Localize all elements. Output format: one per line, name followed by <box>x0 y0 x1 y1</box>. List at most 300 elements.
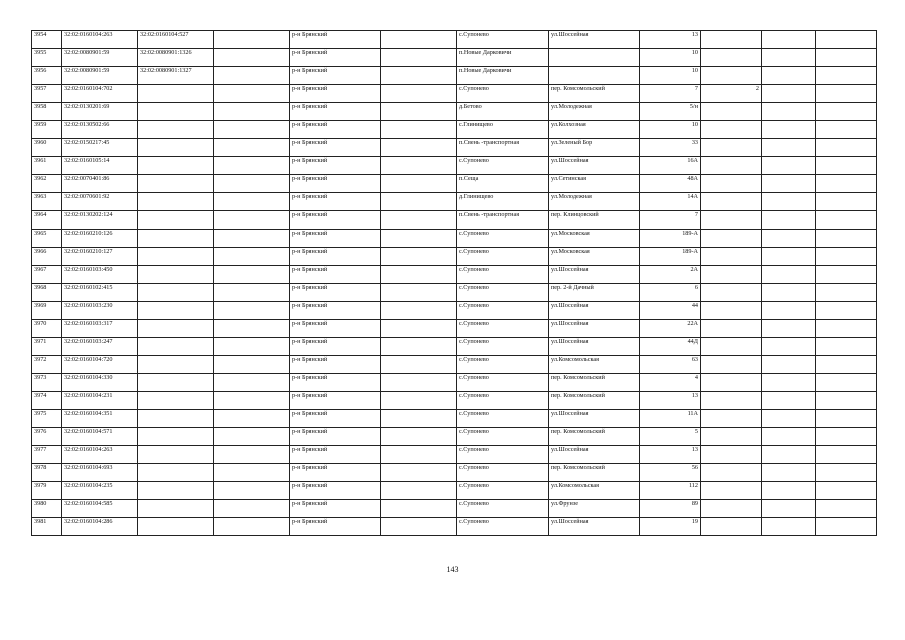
cell-extra-2 <box>381 85 457 103</box>
cell-extra-2 <box>381 103 457 121</box>
cell-extra-4 <box>816 103 877 121</box>
cell-settlement: п.Сеща <box>457 175 549 193</box>
cell-building <box>701 428 762 446</box>
cell-extra-3 <box>762 85 816 103</box>
cell-settlement: с.Супонево <box>457 319 549 337</box>
cell-cadastral-number-2 <box>138 500 214 518</box>
cell-house: 56 <box>640 464 701 482</box>
cell-building <box>701 229 762 247</box>
cell-house: 22А <box>640 319 701 337</box>
cell-cadastral-number-2: 32:02:0080901:1327 <box>138 67 214 85</box>
cell-extra-1 <box>214 518 290 536</box>
cell-settlement: с.Супонево <box>457 247 549 265</box>
cell-extra-2 <box>381 446 457 464</box>
cell-row-number: 3968 <box>32 283 62 301</box>
cell-extra-4 <box>816 337 877 355</box>
cell-district: р-н Брянский <box>290 337 381 355</box>
cell-extra-3 <box>762 355 816 373</box>
cell-cadastral-number-2: 32:02:0160104:527 <box>138 31 214 49</box>
cell-extra-1 <box>214 31 290 49</box>
cell-street: ул.Сетинская <box>549 175 640 193</box>
table-row <box>32 49 877 67</box>
cell-extra-1 <box>214 319 290 337</box>
cell-extra-3 <box>762 193 816 211</box>
table-row <box>32 482 877 500</box>
cell-extra-1 <box>214 265 290 283</box>
cell-extra-1 <box>214 301 290 319</box>
cell-extra-2 <box>381 139 457 157</box>
cell-house: 7 <box>640 211 701 229</box>
cell-district: р-н Брянский <box>290 319 381 337</box>
cell-extra-2 <box>381 301 457 319</box>
cell-house: 89 <box>640 500 701 518</box>
page-number: 143 <box>446 565 459 574</box>
cell-district: р-н Брянский <box>290 139 381 157</box>
cell-building <box>701 175 762 193</box>
cell-extra-4 <box>816 229 877 247</box>
cell-extra-2 <box>381 31 457 49</box>
cell-extra-4 <box>816 31 877 49</box>
cell-cadastral-number: 32:02:0160104:263 <box>62 31 138 49</box>
cell-row-number: 3975 <box>32 409 62 427</box>
cell-settlement: с.Супонево <box>457 301 549 319</box>
cell-cadastral-number: 32:02:0160103:317 <box>62 319 138 337</box>
cell-extra-1 <box>214 211 290 229</box>
registry-rows <box>32 31 877 536</box>
cell-extra-2 <box>381 409 457 427</box>
cell-row-number: 3976 <box>32 428 62 446</box>
cell-cadastral-number: 32:02:0150217:45 <box>62 139 138 157</box>
cell-district: р-н Брянский <box>290 464 381 482</box>
cell-cadastral-number: 32:02:0070601:92 <box>62 193 138 211</box>
cell-building <box>701 49 762 67</box>
cell-building <box>701 211 762 229</box>
cell-cadastral-number: 32:02:0160103:247 <box>62 337 138 355</box>
cell-cadastral-number-2 <box>138 373 214 391</box>
cell-settlement: с.Супонево <box>457 518 549 536</box>
cell-building <box>701 355 762 373</box>
cell-cadastral-number-2 <box>138 229 214 247</box>
cell-building <box>701 373 762 391</box>
cell-cadastral-number: 32:02:0160210:127 <box>62 247 138 265</box>
cell-settlement: д.Бетово <box>457 103 549 121</box>
cell-row-number: 3961 <box>32 157 62 175</box>
cell-building <box>701 103 762 121</box>
cell-extra-4 <box>816 265 877 283</box>
cell-building <box>701 31 762 49</box>
cell-extra-2 <box>381 193 457 211</box>
cell-house: 2А <box>640 265 701 283</box>
cell-extra-3 <box>762 229 816 247</box>
cell-house: 189-А <box>640 247 701 265</box>
cell-extra-4 <box>816 464 877 482</box>
cell-cadastral-number-2 <box>138 391 214 409</box>
cell-extra-3 <box>762 464 816 482</box>
cell-extra-4 <box>816 247 877 265</box>
cell-cadastral-number-2 <box>138 428 214 446</box>
cell-district: р-н Брянский <box>290 193 381 211</box>
cell-extra-2 <box>381 121 457 139</box>
cell-house: 16А <box>640 157 701 175</box>
cell-extra-2 <box>381 157 457 175</box>
cell-street: ул.Шоссейная <box>549 446 640 464</box>
cell-cadastral-number: 32:02:0160210:126 <box>62 229 138 247</box>
cell-district: р-н Брянский <box>290 301 381 319</box>
cell-street: ул.Шоссейная <box>549 157 640 175</box>
cell-district: р-н Брянский <box>290 211 381 229</box>
cell-row-number: 3966 <box>32 247 62 265</box>
cell-settlement: с.Супонево <box>457 482 549 500</box>
cell-extra-4 <box>816 301 877 319</box>
cell-row-number: 3958 <box>32 103 62 121</box>
cell-building <box>701 265 762 283</box>
cell-extra-4 <box>816 67 877 85</box>
cell-extra-3 <box>762 446 816 464</box>
cell-extra-1 <box>214 67 290 85</box>
cell-row-number: 3967 <box>32 265 62 283</box>
cell-cadastral-number-2 <box>138 265 214 283</box>
cell-building <box>701 518 762 536</box>
cell-district: р-н Брянский <box>290 446 381 464</box>
cell-street: пер. Комсомольский <box>549 373 640 391</box>
cell-extra-4 <box>816 518 877 536</box>
cell-row-number: 3974 <box>32 391 62 409</box>
cell-house: 112 <box>640 482 701 500</box>
cell-extra-2 <box>381 355 457 373</box>
cell-house: 7 <box>640 85 701 103</box>
cell-street: ул.Комсомольская <box>549 482 640 500</box>
cell-extra-4 <box>816 391 877 409</box>
cell-extra-3 <box>762 67 816 85</box>
cell-house: 63 <box>640 355 701 373</box>
cell-building <box>701 283 762 301</box>
cell-district: р-н Брянский <box>290 31 381 49</box>
cell-cadastral-number: 32:02:0160105:14 <box>62 157 138 175</box>
cell-extra-4 <box>816 211 877 229</box>
cell-house: 10 <box>640 49 701 67</box>
cell-cadastral-number: 32:02:0160104:693 <box>62 464 138 482</box>
cell-extra-4 <box>816 139 877 157</box>
table-row <box>32 355 877 373</box>
cell-row-number: 3980 <box>32 500 62 518</box>
cell-extra-4 <box>816 121 877 139</box>
cell-extra-3 <box>762 337 816 355</box>
cell-cadastral-number: 32:02:0160104:330 <box>62 373 138 391</box>
cell-extra-1 <box>214 464 290 482</box>
table-row <box>32 265 877 283</box>
cell-street: ул.Молодежная <box>549 103 640 121</box>
cell-extra-2 <box>381 500 457 518</box>
cell-building <box>701 391 762 409</box>
table-row <box>32 121 877 139</box>
cell-settlement: с.Супонево <box>457 391 549 409</box>
cell-extra-1 <box>214 175 290 193</box>
table-row <box>32 175 877 193</box>
cell-building <box>701 319 762 337</box>
cell-building <box>701 121 762 139</box>
cell-cadastral-number: 32:02:0160104:263 <box>62 446 138 464</box>
cell-row-number: 3963 <box>32 193 62 211</box>
cell-extra-2 <box>381 373 457 391</box>
table-row <box>32 391 877 409</box>
cell-extra-4 <box>816 85 877 103</box>
cell-extra-2 <box>381 247 457 265</box>
cell-extra-3 <box>762 283 816 301</box>
cell-building <box>701 247 762 265</box>
cell-street: пер. Комсомольский <box>549 464 640 482</box>
table-row <box>32 518 877 536</box>
table-row <box>32 319 877 337</box>
table-row <box>32 139 877 157</box>
cell-extra-1 <box>214 49 290 67</box>
table-row <box>32 500 877 518</box>
cell-cadastral-number-2 <box>138 482 214 500</box>
cell-house: 14А <box>640 193 701 211</box>
cell-building: 2 <box>701 85 762 103</box>
cell-house: 10 <box>640 121 701 139</box>
cell-row-number: 3973 <box>32 373 62 391</box>
cell-house: 44Д <box>640 337 701 355</box>
cell-extra-4 <box>816 175 877 193</box>
cell-row-number: 3965 <box>32 229 62 247</box>
cell-cadastral-number-2 <box>138 193 214 211</box>
cell-house: 48А <box>640 175 701 193</box>
cell-district: р-н Брянский <box>290 265 381 283</box>
cell-settlement: п.Новые Дарковичи <box>457 49 549 67</box>
cell-extra-4 <box>816 355 877 373</box>
cell-settlement: с.Супонево <box>457 157 549 175</box>
cell-cadastral-number: 32:02:0130201:69 <box>62 103 138 121</box>
cell-extra-1 <box>214 500 290 518</box>
cell-house: 6 <box>640 283 701 301</box>
cell-extra-2 <box>381 283 457 301</box>
cell-extra-3 <box>762 301 816 319</box>
cell-street: ул.Московская <box>549 247 640 265</box>
cell-building <box>701 67 762 85</box>
cell-district: р-н Брянский <box>290 247 381 265</box>
cell-district: р-н Брянский <box>290 391 381 409</box>
cell-extra-1 <box>214 103 290 121</box>
cell-street: пер. Комсомольский <box>549 428 640 446</box>
cell-cadastral-number: 32:02:0080901:59 <box>62 67 138 85</box>
cell-settlement: с.Супонево <box>457 446 549 464</box>
cell-extra-3 <box>762 409 816 427</box>
cell-extra-1 <box>214 355 290 373</box>
cell-row-number: 3981 <box>32 518 62 536</box>
cell-street: ул.Шоссейная <box>549 319 640 337</box>
cell-extra-4 <box>816 193 877 211</box>
table-row <box>32 283 877 301</box>
cell-cadastral-number: 32:02:0080901:59 <box>62 49 138 67</box>
cell-street: ул.Шоссейная <box>549 301 640 319</box>
cell-building <box>701 500 762 518</box>
cell-extra-2 <box>381 518 457 536</box>
cell-extra-1 <box>214 373 290 391</box>
cell-cadastral-number: 32:02:0070401:86 <box>62 175 138 193</box>
cell-settlement: п.Свень -транспортная <box>457 211 549 229</box>
cell-district: р-н Брянский <box>290 85 381 103</box>
cell-extra-2 <box>381 49 457 67</box>
table-row <box>32 373 877 391</box>
cell-extra-2 <box>381 265 457 283</box>
cell-building <box>701 139 762 157</box>
cell-cadastral-number-2 <box>138 319 214 337</box>
cell-row-number: 3971 <box>32 337 62 355</box>
cell-cadastral-number: 32:02:0160104:286 <box>62 518 138 536</box>
cell-settlement: с.Супонево <box>457 85 549 103</box>
cell-extra-1 <box>214 229 290 247</box>
cell-street: ул.Фрунзе <box>549 500 640 518</box>
cell-extra-3 <box>762 103 816 121</box>
cell-extra-1 <box>214 446 290 464</box>
cell-district: р-н Брянский <box>290 283 381 301</box>
cell-extra-3 <box>762 175 816 193</box>
cell-extra-2 <box>381 211 457 229</box>
cell-row-number: 3962 <box>32 175 62 193</box>
cell-district: р-н Брянский <box>290 121 381 139</box>
cell-cadastral-number-2 <box>138 175 214 193</box>
cell-settlement: с.Супонево <box>457 428 549 446</box>
cell-building <box>701 409 762 427</box>
cell-extra-1 <box>214 409 290 427</box>
cell-row-number: 3960 <box>32 139 62 157</box>
cell-extra-3 <box>762 482 816 500</box>
cell-settlement: п.Свень -транспортная <box>457 139 549 157</box>
cell-extra-4 <box>816 482 877 500</box>
cell-house: 5/н <box>640 103 701 121</box>
cell-settlement: п.Новые Дарковичи <box>457 67 549 85</box>
cell-district: р-н Брянский <box>290 500 381 518</box>
cell-cadastral-number: 32:02:0130202:124 <box>62 211 138 229</box>
cell-row-number: 3970 <box>32 319 62 337</box>
table-row <box>32 337 877 355</box>
cell-building <box>701 446 762 464</box>
cell-extra-1 <box>214 283 290 301</box>
cell-cadastral-number-2 <box>138 85 214 103</box>
cell-row-number: 3957 <box>32 85 62 103</box>
table-row <box>32 31 877 49</box>
cell-extra-2 <box>381 229 457 247</box>
cell-street: ул.Шоссейная <box>549 409 640 427</box>
cell-cadastral-number-2 <box>138 121 214 139</box>
cell-building <box>701 301 762 319</box>
cell-cadastral-number: 32:02:0160103:450 <box>62 265 138 283</box>
cell-extra-3 <box>762 211 816 229</box>
cell-district: р-н Брянский <box>290 229 381 247</box>
cell-district: р-н Брянский <box>290 482 381 500</box>
cell-extra-2 <box>381 319 457 337</box>
cell-street: ул.Шоссейная <box>549 337 640 355</box>
cell-row-number: 3959 <box>32 121 62 139</box>
table-row <box>32 409 877 427</box>
cell-extra-3 <box>762 265 816 283</box>
cell-cadastral-number: 32:02:0160104:720 <box>62 355 138 373</box>
cell-cadastral-number: 32:02:0160102:415 <box>62 283 138 301</box>
cell-extra-3 <box>762 319 816 337</box>
cell-cadastral-number-2 <box>138 337 214 355</box>
cell-district: р-н Брянский <box>290 103 381 121</box>
table-row <box>32 85 877 103</box>
cell-extra-2 <box>381 391 457 409</box>
cell-extra-2 <box>381 464 457 482</box>
cell-house: 13 <box>640 31 701 49</box>
cell-cadastral-number: 32:02:0160103:230 <box>62 301 138 319</box>
table-row <box>32 301 877 319</box>
cell-row-number: 3954 <box>32 31 62 49</box>
cell-building <box>701 193 762 211</box>
cell-settlement: с.Супонево <box>457 409 549 427</box>
cell-street: ул.Молодежная <box>549 193 640 211</box>
cell-house: 13 <box>640 391 701 409</box>
cell-settlement: с.Супонево <box>457 283 549 301</box>
cell-street <box>549 67 640 85</box>
cell-street: ул.Шоссейная <box>549 265 640 283</box>
cell-row-number: 3978 <box>32 464 62 482</box>
cell-district: р-н Брянский <box>290 49 381 67</box>
cell-settlement: д.Глинищево <box>457 193 549 211</box>
cell-extra-3 <box>762 391 816 409</box>
cell-extra-4 <box>816 446 877 464</box>
cell-settlement: с.Супонево <box>457 265 549 283</box>
cell-house: 13 <box>640 446 701 464</box>
cell-extra-3 <box>762 247 816 265</box>
table-row <box>32 446 877 464</box>
cell-extra-3 <box>762 428 816 446</box>
cell-settlement: с.Супонево <box>457 31 549 49</box>
cell-extra-4 <box>816 157 877 175</box>
cell-extra-2 <box>381 428 457 446</box>
cell-district: р-н Брянский <box>290 373 381 391</box>
cell-settlement: с.Супонево <box>457 229 549 247</box>
table-row <box>32 67 877 85</box>
cell-extra-3 <box>762 139 816 157</box>
cell-extra-1 <box>214 121 290 139</box>
cell-street: ул.Московская <box>549 229 640 247</box>
cell-district: р-н Брянский <box>290 518 381 536</box>
cell-extra-1 <box>214 482 290 500</box>
cell-building <box>701 482 762 500</box>
cell-district: р-н Брянский <box>290 175 381 193</box>
cell-extra-2 <box>381 175 457 193</box>
cell-district: р-н Брянский <box>290 355 381 373</box>
cell-street <box>549 49 640 67</box>
cell-cadastral-number: 32:02:0160104:231 <box>62 391 138 409</box>
cell-cadastral-number-2 <box>138 409 214 427</box>
cell-cadastral-number: 32:02:0160104:351 <box>62 409 138 427</box>
table-row <box>32 464 877 482</box>
cell-cadastral-number-2 <box>138 211 214 229</box>
cell-settlement: с.Супонево <box>457 373 549 391</box>
cell-cadastral-number: 32:02:0160104:571 <box>62 428 138 446</box>
table-row <box>32 247 877 265</box>
table-row <box>32 428 877 446</box>
cell-extra-4 <box>816 428 877 446</box>
cell-row-number: 3956 <box>32 67 62 85</box>
cell-row-number: 3964 <box>32 211 62 229</box>
cell-street: ул.Комсомольская <box>549 355 640 373</box>
cell-cadastral-number-2: 32:02:0080901:1326 <box>138 49 214 67</box>
cell-cadastral-number: 32:02:0130502:66 <box>62 121 138 139</box>
cell-settlement: с.Супонево <box>457 500 549 518</box>
cell-cadastral-number-2 <box>138 446 214 464</box>
cell-extra-1 <box>214 391 290 409</box>
cell-extra-1 <box>214 139 290 157</box>
cell-district: р-н Брянский <box>290 67 381 85</box>
cell-settlement: с.Глинищево <box>457 121 549 139</box>
cell-row-number: 3979 <box>32 482 62 500</box>
cell-extra-1 <box>214 337 290 355</box>
cell-house: 44 <box>640 301 701 319</box>
